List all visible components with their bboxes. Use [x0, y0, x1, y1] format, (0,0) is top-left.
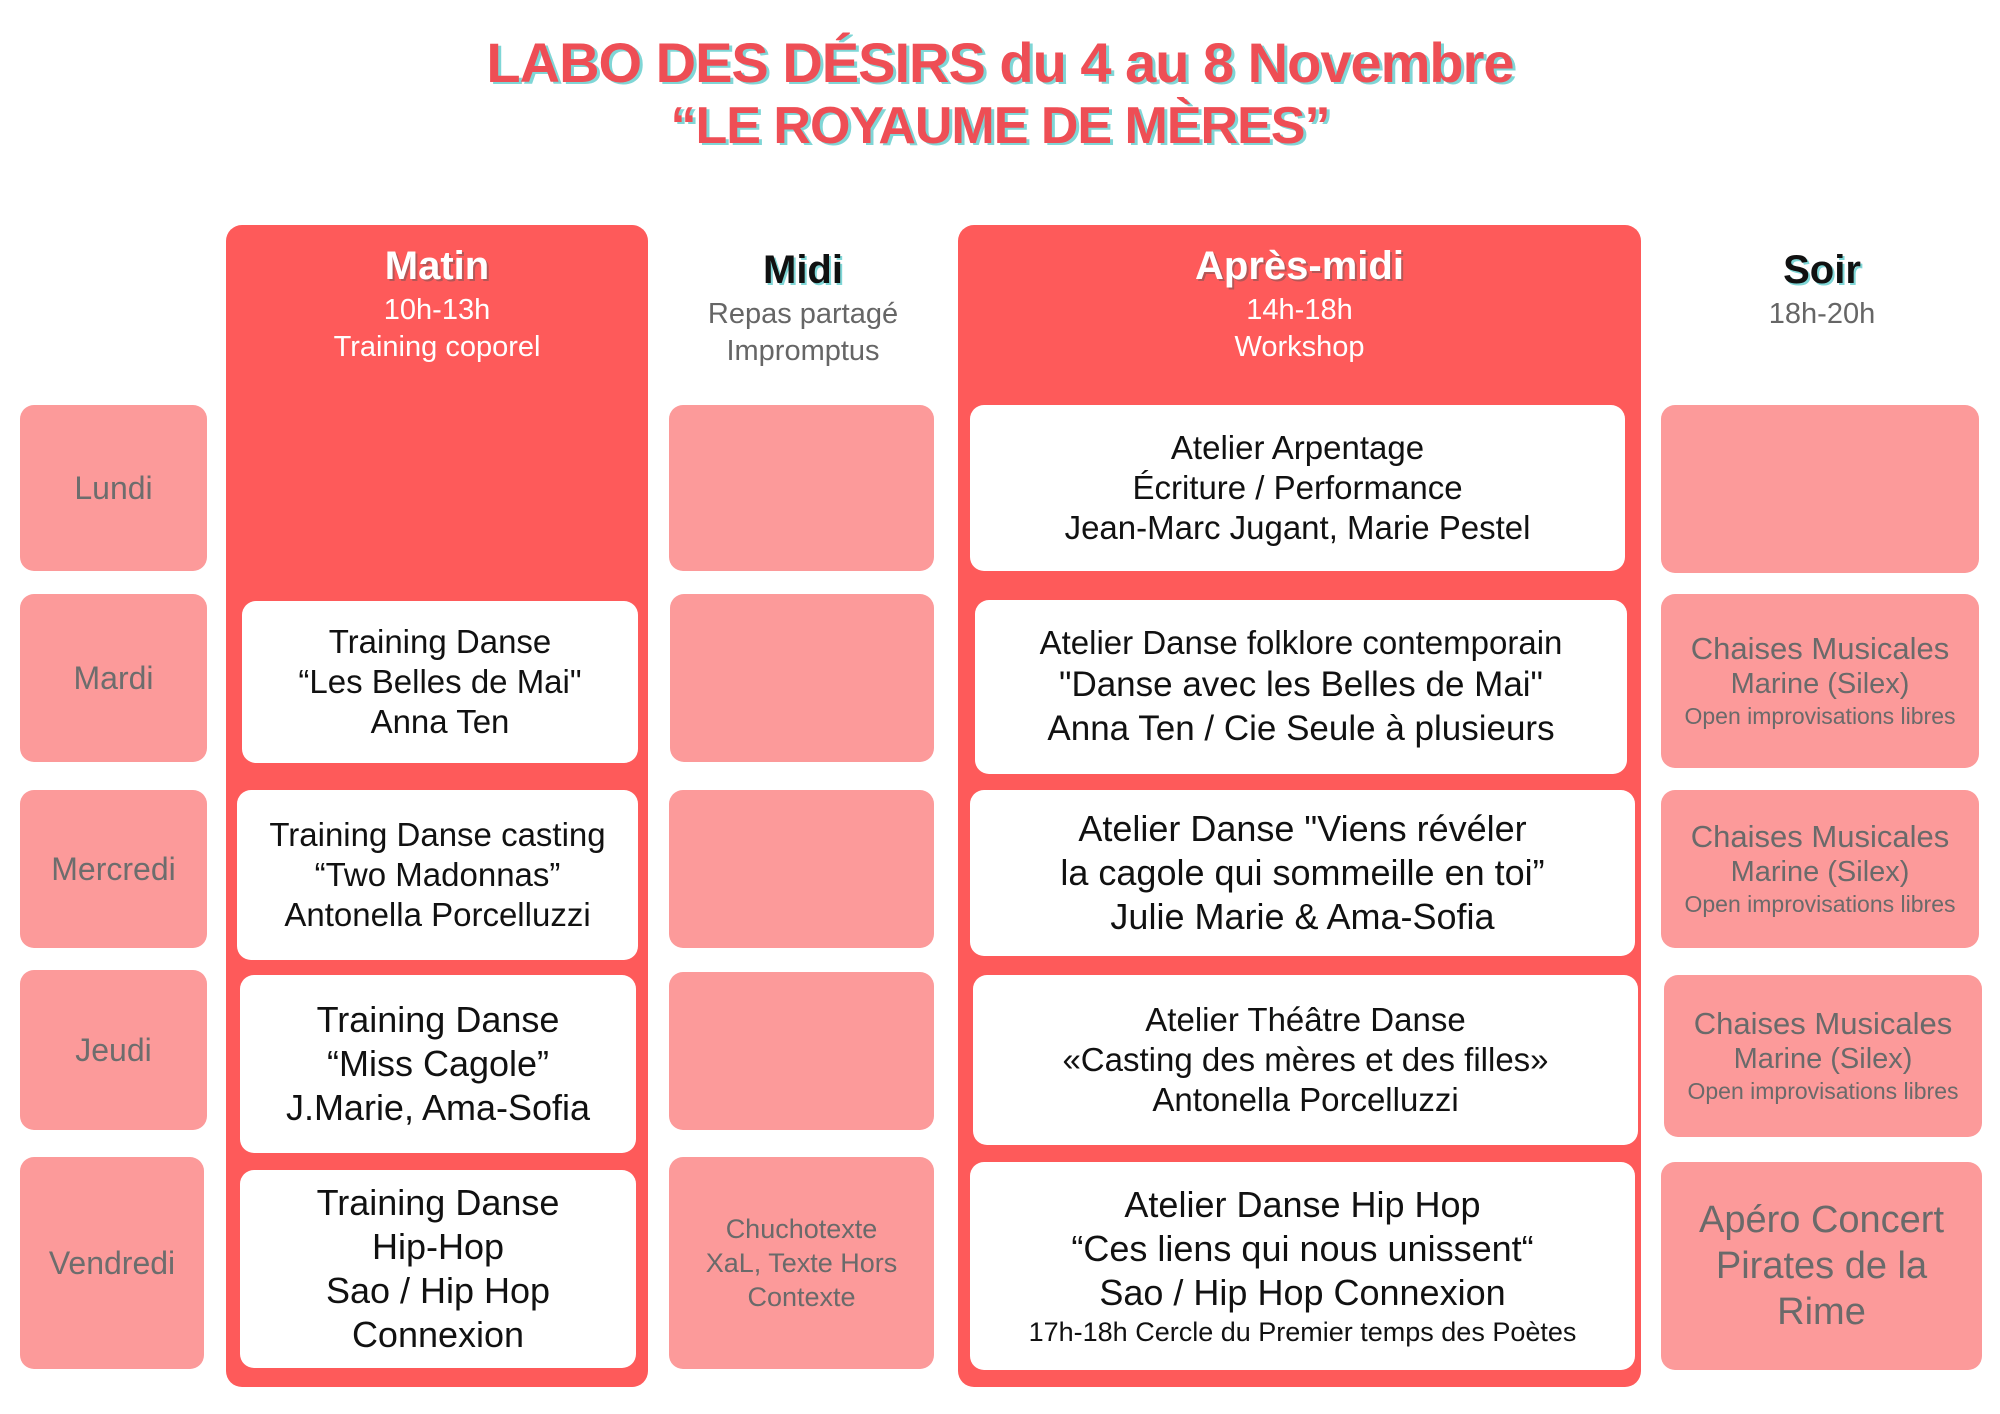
event-title: Chaises Musicales — [1693, 1006, 1953, 1041]
day-label-mercredi: Mercredi — [20, 790, 207, 948]
matin-subtitle: 10h-13h Training coporel — [333, 294, 541, 363]
event-host: XaL, Texte Hors — [705, 1248, 898, 1278]
event-title: Atelier Danse "Viens révéler — [1078, 808, 1527, 849]
soir-header — [1661, 244, 1983, 333]
event-subtitle: “Two Madonnas” — [314, 856, 561, 893]
matin-mardi-event — [242, 601, 638, 763]
event-title: Chaises Musicales — [1690, 631, 1950, 666]
apres-midi-mardi-event — [975, 600, 1627, 774]
event-subtitle: Hip-Hop — [371, 1226, 505, 1267]
matin-header — [226, 240, 648, 366]
event-subtitle: “Ces liens qui nous unissent“ — [1071, 1228, 1534, 1269]
event-title: Atelier Danse Hip Hop — [1124, 1184, 1481, 1225]
midi-title: Midi — [763, 248, 843, 292]
event-title: Training Danse — [316, 999, 560, 1040]
event-note: Open improvisations libres — [1684, 891, 1956, 917]
event-host: Anna Ten — [370, 703, 510, 740]
event-host: J.Marie, Ama-Sofia — [285, 1087, 591, 1128]
matin-title: Matin — [384, 244, 490, 288]
event-title: Training Danse — [316, 1182, 560, 1223]
midi-jeudi-cell — [669, 972, 934, 1130]
event-host: Marine (Silex) — [1730, 668, 1910, 700]
event-note: Open improvisations libres — [1687, 1078, 1959, 1104]
midi-lundi-cell — [669, 405, 934, 571]
event-title: Atelier Arpentage — [1170, 429, 1425, 466]
event-subtitle: “Miss Cagole” — [326, 1043, 550, 1084]
soir-lundi-cell — [1661, 405, 1979, 573]
midi-subtitle: Repas partagé Impromptus — [707, 298, 899, 367]
day-label-mardi: Mardi — [20, 594, 207, 762]
midi-mercredi-cell — [669, 790, 934, 948]
midi-vendredi-event — [669, 1157, 934, 1369]
apres-midi-subtitle: 14h-18h Workshop — [1234, 294, 1365, 363]
soir-mardi-event — [1661, 594, 1979, 768]
event-title: Chuchotexte — [725, 1214, 878, 1244]
event-title: Training Danse casting — [269, 816, 606, 853]
event-host: Antonella Porcelluzzi — [284, 896, 591, 933]
event-title: Chaises Musicales — [1690, 819, 1950, 854]
event-subtitle: «Casting des mères et des filles» — [1062, 1041, 1549, 1078]
apres-midi-header — [958, 240, 1641, 366]
apres-midi-lundi-event — [970, 405, 1625, 571]
page-subtitle: “LE ROYAUME DE MÈRES” — [670, 97, 1330, 155]
soir-vendredi-event — [1661, 1162, 1982, 1370]
event-title: Apéro Concert — [1698, 1199, 1944, 1241]
event-host: Sao / Hip Hop — [325, 1270, 551, 1311]
event-title: Training Danse — [328, 623, 552, 660]
event-subtitle: la cagole qui sommeille en toi” — [1060, 852, 1545, 893]
day-label-jeudi: Jeudi — [20, 970, 207, 1130]
event-title: Atelier Théâtre Danse — [1145, 1001, 1466, 1038]
event-host: Anna Ten / Cie Seule à plusieurs — [1047, 709, 1555, 748]
event-subtitle: Écriture / Performance — [1132, 469, 1463, 506]
event-title: Atelier Danse folklore contemporain — [1039, 624, 1563, 661]
matin-mercredi-event — [237, 790, 638, 960]
day-label-lundi: Lundi — [20, 405, 207, 571]
event-host: Julie Marie & Ama-Sofia — [1110, 896, 1495, 937]
soir-title: Soir — [1783, 248, 1861, 292]
event-host: Pirates de la — [1715, 1245, 1928, 1287]
matin-vendredi-event — [240, 1170, 636, 1368]
matin-jeudi-event — [240, 975, 636, 1153]
soir-subtitle: 18h-20h — [1768, 298, 1876, 330]
event-subtitle: "Danse avec les Belles de Mai" — [1059, 665, 1543, 704]
soir-jeudi-event — [1664, 975, 1982, 1137]
day-label-vendredi: Vendredi — [20, 1157, 204, 1369]
event-host-2: Rime — [1777, 1291, 1866, 1333]
midi-mardi-cell — [670, 594, 934, 762]
soir-mercredi-event — [1661, 790, 1979, 948]
event-host: Antonella Porcelluzzi — [1152, 1081, 1459, 1118]
event-host-2: Contexte — [747, 1282, 856, 1312]
event-host: Sao / Hip Hop Connexion — [1099, 1272, 1506, 1313]
event-note: Open improvisations libres — [1684, 703, 1956, 729]
midi-header — [668, 244, 938, 370]
apres-midi-mercredi-event — [970, 790, 1635, 956]
event-host: Jean-Marc Jugant, Marie Pestel — [1064, 509, 1531, 546]
apres-midi-title: Après-midi — [1195, 244, 1404, 288]
page-title: LABO DES DÉSIRS du 4 au 8 Novembre — [486, 31, 1514, 94]
apres-midi-jeudi-event — [973, 975, 1638, 1145]
event-host: Marine (Silex) — [1730, 856, 1910, 888]
event-host: Marine (Silex) — [1733, 1043, 1913, 1075]
event-note: 17h-18h Cercle du Premier temps des Poètes — [1028, 1317, 1577, 1347]
event-host-2: Connexion — [351, 1314, 525, 1355]
event-subtitle: “Les Belles de Mai" — [298, 663, 582, 700]
apres-midi-vendredi-event — [970, 1162, 1635, 1370]
